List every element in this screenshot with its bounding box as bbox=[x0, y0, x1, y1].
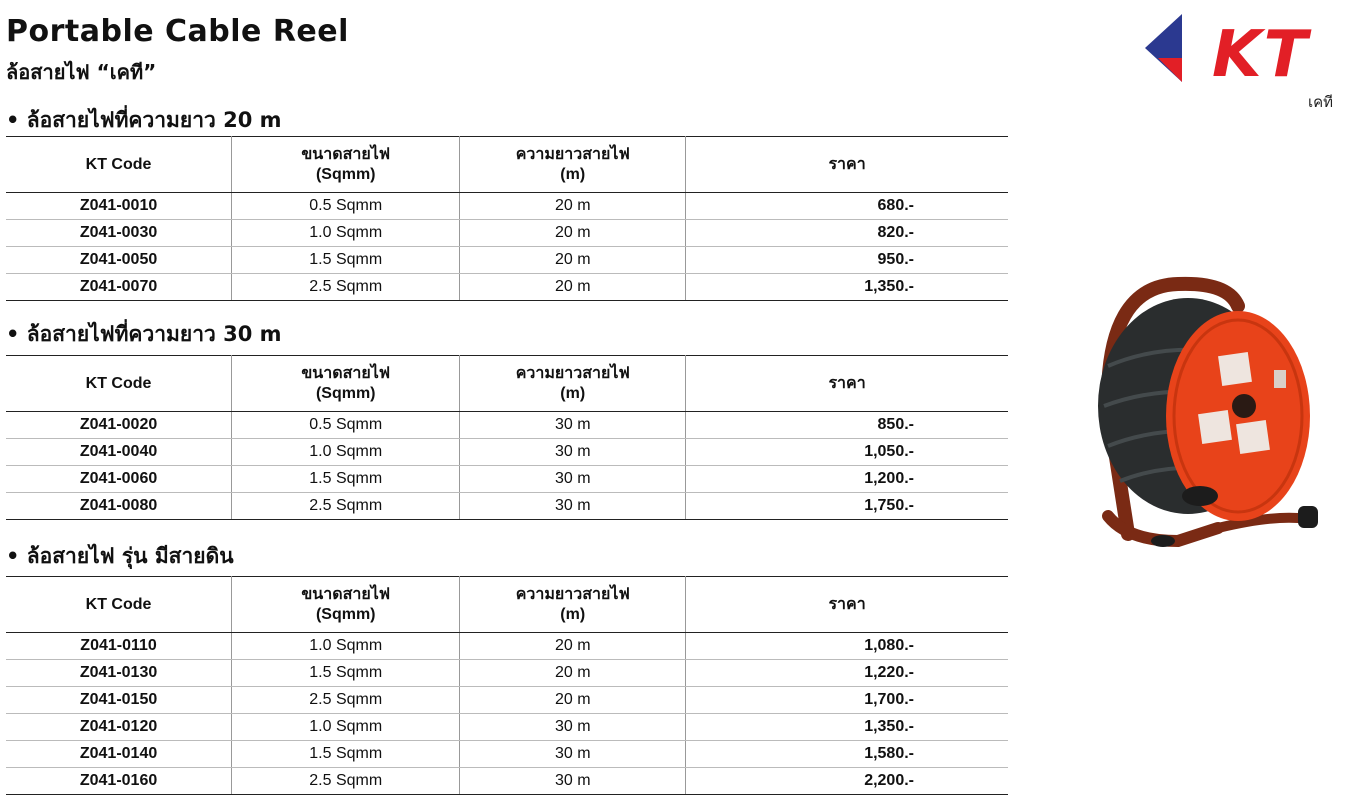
cell-price: 1,220.- bbox=[686, 660, 1008, 687]
socket-icon bbox=[1236, 420, 1270, 454]
socket-icon bbox=[1198, 410, 1232, 444]
table-row bbox=[6, 220, 1008, 247]
cable-reel-photo bbox=[1068, 266, 1318, 556]
cell-price: 2,200.- bbox=[686, 768, 1008, 795]
cell-size: 2.5 Sqmm bbox=[232, 687, 460, 714]
header-length: ความยาวสายไฟ (m) bbox=[460, 137, 686, 193]
cell-length: 30 m bbox=[460, 741, 686, 768]
header-length: ความยาวสายไฟ (m) bbox=[460, 356, 686, 412]
cell-code: Z041-0160 bbox=[6, 768, 232, 795]
table-header-row bbox=[6, 577, 1008, 633]
cell-code: Z041-0120 bbox=[6, 714, 232, 741]
section-title-text: ล้อสายไฟที่ความยาว 20 m bbox=[26, 108, 282, 132]
cell-price: 1,200.- bbox=[686, 466, 1008, 493]
cell-code: Z041-0040 bbox=[6, 439, 232, 466]
price-table-30m bbox=[6, 355, 1008, 520]
page-subtitle: ล้อสายไฟ “เคที” bbox=[6, 60, 157, 84]
cell-price: 1,750.- bbox=[686, 493, 1008, 520]
cell-size: 1.5 Sqmm bbox=[232, 466, 460, 493]
cell-price: 1,350.- bbox=[686, 714, 1008, 741]
cell-size: 1.5 Sqmm bbox=[232, 741, 460, 768]
section-title-text: ล้อสายไฟที่ความยาว 30 m bbox=[26, 322, 282, 346]
logo-caption: เคที bbox=[1308, 93, 1334, 111]
cell-size: 2.5 Sqmm bbox=[232, 493, 460, 520]
table-row bbox=[6, 439, 1008, 466]
bullet: • bbox=[6, 322, 20, 346]
header-code: KT Code bbox=[6, 356, 232, 412]
cell-size: 2.5 Sqmm bbox=[232, 768, 460, 795]
cell-code: Z041-0030 bbox=[6, 220, 232, 247]
cell-code: Z041-0150 bbox=[6, 687, 232, 714]
cell-length: 30 m bbox=[460, 768, 686, 795]
cell-code: Z041-0110 bbox=[6, 633, 232, 660]
cell-length: 30 m bbox=[460, 714, 686, 741]
cell-code: Z041-0060 bbox=[6, 466, 232, 493]
cell-length: 20 m bbox=[460, 247, 686, 274]
table-row bbox=[6, 274, 1008, 301]
cable-plug-icon bbox=[1182, 486, 1218, 506]
cell-size: 0.5 Sqmm bbox=[232, 193, 460, 220]
section-title-30m bbox=[6, 318, 282, 351]
cell-price: 1,080.- bbox=[686, 633, 1008, 660]
cell-price: 680.- bbox=[686, 193, 1008, 220]
reel-hub-icon bbox=[1232, 394, 1256, 418]
table-row bbox=[6, 741, 1008, 768]
cell-code: Z041-0050 bbox=[6, 247, 232, 274]
cell-size: 1.0 Sqmm bbox=[232, 220, 460, 247]
section-title-text: ล้อสายไฟ รุ่น มีสายดิน bbox=[26, 544, 234, 568]
cell-length: 20 m bbox=[460, 633, 686, 660]
section-title-20m bbox=[6, 104, 282, 137]
cell-price: 820.- bbox=[686, 220, 1008, 247]
header-length: ความยาวสายไฟ (m) bbox=[460, 577, 686, 633]
cell-price: 950.- bbox=[686, 247, 1008, 274]
header-size: ขนาดสายไฟ (Sqmm) bbox=[232, 356, 460, 412]
bullet: • bbox=[6, 544, 20, 568]
cell-price: 850.- bbox=[686, 412, 1008, 439]
cell-size: 1.0 Sqmm bbox=[232, 633, 460, 660]
cell-length: 30 m bbox=[460, 412, 686, 439]
cell-price: 1,350.- bbox=[686, 274, 1008, 301]
cell-code: Z041-0140 bbox=[6, 741, 232, 768]
cell-size: 0.5 Sqmm bbox=[232, 412, 460, 439]
breaker-icon bbox=[1274, 370, 1286, 388]
table-header-row bbox=[6, 356, 1008, 412]
cell-length: 20 m bbox=[460, 274, 686, 301]
header-code: KT Code bbox=[6, 137, 232, 193]
header-price: ราคา bbox=[686, 137, 1008, 193]
cell-size: 2.5 Sqmm bbox=[232, 274, 460, 301]
cell-code: Z041-0130 bbox=[6, 660, 232, 687]
price-table-20m bbox=[6, 136, 1008, 301]
cell-price: 1,580.- bbox=[686, 741, 1008, 768]
table-header-row bbox=[6, 137, 1008, 193]
socket-icon bbox=[1218, 352, 1252, 386]
cell-length: 20 m bbox=[460, 687, 686, 714]
header-code: KT Code bbox=[6, 577, 232, 633]
header-price: ราคา bbox=[686, 577, 1008, 633]
cell-length: 30 m bbox=[460, 493, 686, 520]
cell-price: 1,700.- bbox=[686, 687, 1008, 714]
cell-code: Z041-0080 bbox=[6, 493, 232, 520]
cell-code: Z041-0020 bbox=[6, 412, 232, 439]
cell-length: 30 m bbox=[460, 466, 686, 493]
cell-size: 1.0 Sqmm bbox=[232, 714, 460, 741]
table-row bbox=[6, 493, 1008, 520]
table-row bbox=[6, 660, 1008, 687]
section-title-grounded bbox=[6, 540, 234, 573]
page-title: Portable Cable Reel bbox=[6, 14, 349, 49]
bullet: • bbox=[6, 108, 20, 132]
price-table-grounded bbox=[6, 576, 1008, 795]
header-price: ราคา bbox=[686, 356, 1008, 412]
table-row bbox=[6, 412, 1008, 439]
cell-length: 20 m bbox=[460, 220, 686, 247]
cell-price: 1,050.- bbox=[686, 439, 1008, 466]
logo-letters: KT bbox=[1212, 18, 1310, 92]
cell-length: 30 m bbox=[460, 439, 686, 466]
cell-size: 1.5 Sqmm bbox=[232, 660, 460, 687]
cell-length: 20 m bbox=[460, 660, 686, 687]
cell-length: 20 m bbox=[460, 193, 686, 220]
cell-size: 1.5 Sqmm bbox=[232, 247, 460, 274]
table-row bbox=[6, 768, 1008, 795]
table-row bbox=[6, 247, 1008, 274]
cell-code: Z041-0010 bbox=[6, 193, 232, 220]
table-row bbox=[6, 687, 1008, 714]
table-row bbox=[6, 466, 1008, 493]
header-size: ขนาดสายไฟ (Sqmm) bbox=[232, 577, 460, 633]
cell-size: 1.0 Sqmm bbox=[232, 439, 460, 466]
table-row bbox=[6, 633, 1008, 660]
table-row bbox=[6, 193, 1008, 220]
cell-code: Z041-0070 bbox=[6, 274, 232, 301]
table-row bbox=[6, 714, 1008, 741]
header-size: ขนาดสายไฟ (Sqmm) bbox=[232, 137, 460, 193]
